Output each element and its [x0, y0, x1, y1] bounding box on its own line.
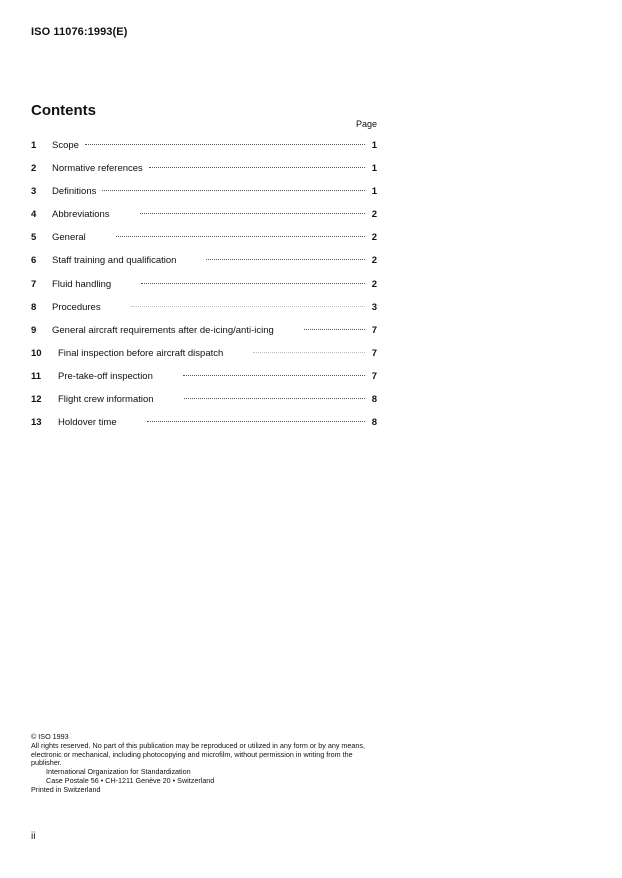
- table-of-contents: [31, 137, 377, 437]
- toc-entry-title: Scope: [52, 140, 79, 151]
- toc-entry[interactable]: [31, 391, 377, 414]
- page-column-label: Page: [355, 119, 377, 129]
- toc-entry[interactable]: [31, 252, 377, 275]
- toc-entry[interactable]: [31, 414, 377, 437]
- toc-entry-page: 8: [371, 394, 377, 406]
- toc-entry-title: Holdover time: [58, 417, 117, 429]
- toc-entry-number: 12: [31, 394, 42, 406]
- toc-entry-page: 1: [371, 140, 377, 151]
- printed-in: Printed in Switzerland: [31, 784, 101, 794]
- toc-entry-number: 6: [31, 255, 37, 267]
- toc-entry-title: Abbreviations: [52, 209, 110, 221]
- toc-dot-leader: [85, 144, 365, 145]
- toc-entry-page: 1: [371, 163, 377, 175]
- toc-dot-leader: [140, 213, 365, 214]
- toc-entry-page: 7: [371, 347, 377, 359]
- toc-entry-title: Final inspection before aircraft dispatch: [58, 347, 224, 359]
- toc-entry-page: 8: [371, 417, 377, 429]
- toc-dot-leader: [183, 375, 365, 376]
- copyright-line: © ISO 1993: [31, 732, 69, 741]
- toc-entry-title: Definitions: [52, 186, 97, 198]
- rights-statement: All rights reserved. No part of this publication may be reproduced or utilized in any form or by any means, electronic or mechanical, including photocopying and microfilm, without permission in writing from the publisher.: [31, 740, 365, 768]
- toc-entry-page: 7: [371, 370, 377, 382]
- toc-entry-page: 2: [371, 278, 377, 290]
- toc-entry-title: General: [52, 232, 86, 244]
- toc-entry[interactable]: [31, 276, 377, 299]
- toc-entry[interactable]: [31, 322, 377, 345]
- toc-dot-leader: [253, 352, 365, 353]
- toc-entry-number: 13: [31, 417, 42, 429]
- toc-dot-leader: [131, 306, 365, 307]
- toc-entry-number: 7: [31, 278, 37, 290]
- toc-dot-leader: [102, 190, 365, 191]
- toc-entry[interactable]: [31, 368, 377, 391]
- organization-name: International Organization for Standardization: [46, 767, 191, 777]
- toc-dot-leader: [147, 421, 365, 422]
- toc-entry-page: 2: [371, 209, 377, 221]
- toc-entry[interactable]: [31, 299, 377, 322]
- document-id: ISO 11076:1993(E): [31, 26, 128, 38]
- toc-entry-title: General aircraft requirements after de-icing/anti-icing: [52, 324, 274, 336]
- toc-dot-leader: [141, 283, 365, 284]
- toc-entry-number: 10: [31, 347, 42, 359]
- toc-entry-number: 2: [31, 163, 37, 175]
- toc-entry-number: 5: [31, 232, 37, 244]
- page-number: ii: [31, 831, 36, 842]
- toc-entry[interactable]: [31, 206, 377, 229]
- toc-entry-page: 3: [371, 301, 377, 313]
- toc-dot-leader: [304, 329, 365, 330]
- toc-dot-leader: [206, 259, 365, 260]
- toc-entry[interactable]: [31, 229, 377, 252]
- toc-dot-leader: [184, 398, 365, 399]
- toc-entry-number: 1: [31, 140, 37, 151]
- toc-entry[interactable]: [31, 160, 377, 183]
- toc-entry-number: 8: [31, 301, 37, 313]
- toc-entry[interactable]: [31, 183, 377, 206]
- toc-entry[interactable]: [31, 137, 377, 160]
- toc-entry[interactable]: [31, 345, 377, 368]
- toc-entry-number: 9: [31, 324, 37, 336]
- toc-entry-title: Procedures: [52, 301, 101, 313]
- toc-dot-leader: [116, 236, 365, 237]
- toc-entry-number: 3: [31, 186, 37, 198]
- toc-entry-number: 4: [31, 209, 37, 221]
- toc-entry-page: 2: [371, 232, 377, 244]
- toc-entry-page: 1: [371, 186, 377, 198]
- toc-entry-title: Staff training and qualification: [52, 255, 177, 267]
- toc-entry-title: Pre-take-off inspection: [58, 370, 153, 382]
- toc-entry-page: 7: [371, 324, 377, 336]
- toc-dot-leader: [149, 167, 365, 168]
- toc-entry-page: 2: [371, 255, 377, 267]
- organization-address: Case Postale 56 • CH-1211 Genève 20 • Switzerland: [46, 775, 215, 785]
- copyright-notice: [31, 733, 381, 795]
- toc-entry-title: Normative references: [52, 163, 143, 175]
- toc-entry-title: Flight crew information: [58, 394, 154, 406]
- contents-heading: Contents: [31, 102, 96, 119]
- toc-entry-number: 11: [31, 370, 42, 382]
- toc-entry-title: Fluid handling: [52, 278, 112, 290]
